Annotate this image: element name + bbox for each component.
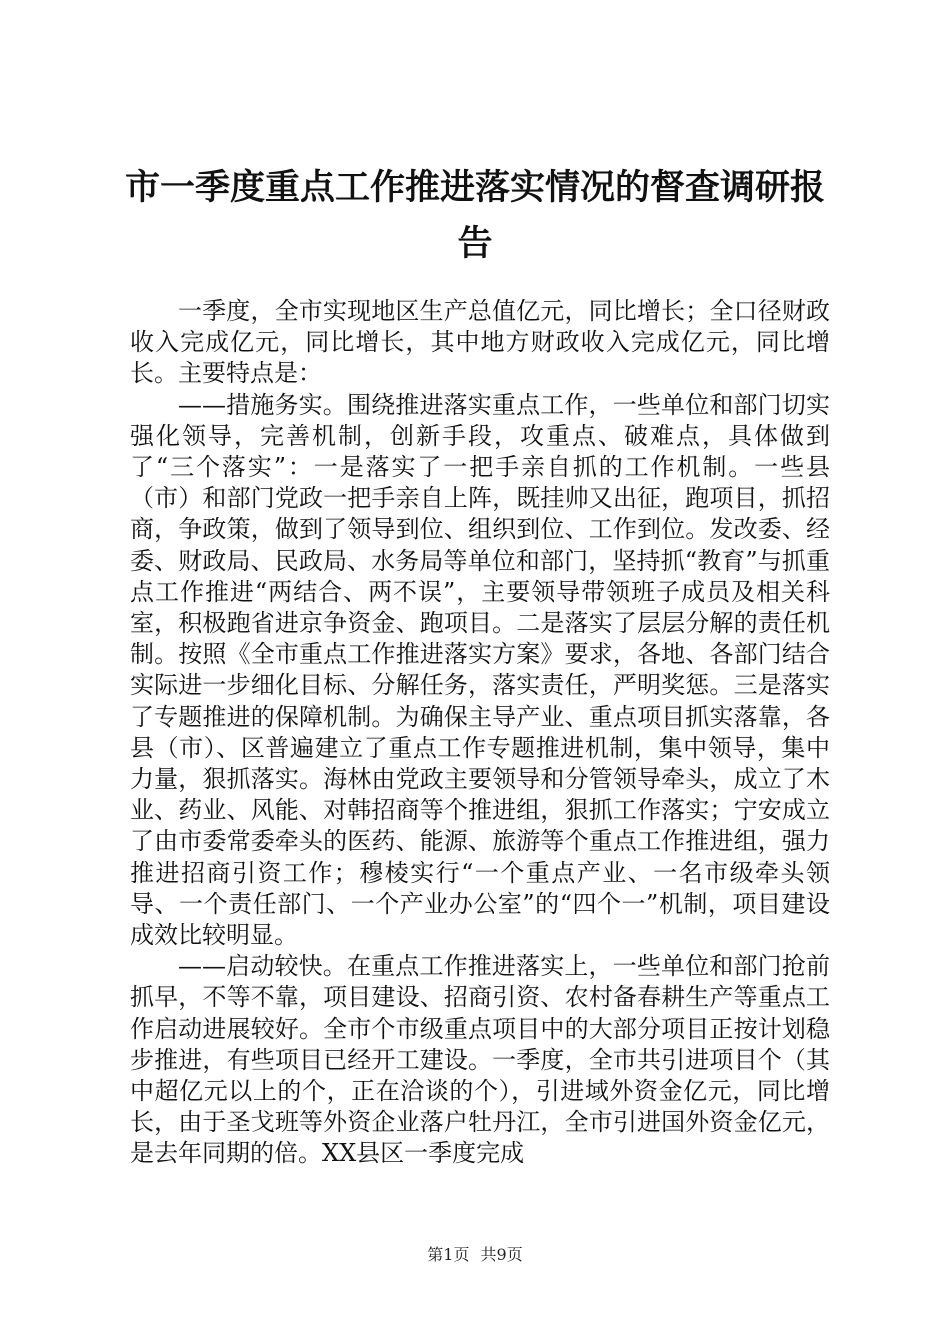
document-body (130, 296, 830, 1170)
page-title (120, 160, 830, 272)
page-footer (0, 1245, 950, 1265)
paragraph-summary: 一季度，全市实现地区生产总值亿元，同比增长；全口径财政收入完成亿元，同比增长，其中地方财政收入完成亿元，同比增长。主要特点是： (130, 297, 830, 388)
page-number: 第1页 (427, 1245, 470, 1264)
paragraph-measures: ——措施务实。围绕推进落实重点工作，一些单位和部门切实强化领导，完善机制，创新手段，攻重点、破难点，具体做到了“三个落实”：一是落实了一把手亲自抓的工作机制。一些县（市）和部门党政一把手亲自上阵，既挂帅又出征，跑项目，抓招商，争政策，做到了领导到位、组织到位、工作到位。发改委、经委、财政局、民政局、水务局等单位和部门，坚持抓“教育”与抓重点工作推进“两结合、两不误”，主要领导带领班子成员及相关科室，积极跑省进京争资金、跑项目。二是落实了层层分解的责任机制。按照《全市重点工作推进落实方案》要求，各地、各部门结合实际进一步细化目标、分解任务，落实责任，严明奖惩。三是落实了专题推进的保障机制。为确保主导产业、重点项目抓实落靠，各县（市）、区普遍建立了重点工作专题推进机制，集中领导，集中力量，狠抓落实。海林由党政主要领导和分管领导牵头，成立了木业、药业、风能、对韩招商等个推进组，狠抓工作落实；宁安成立了由市委常委牵头的医药、能源、旅游等个重点工作推进组，强力推进招商引资工作；穆棱实行“一个重点产业、一名市级牵头领导、一个责任部门、一个产业办公室”的“四个一”机制，项目建设成效比较明显。 (130, 390, 830, 950)
paragraph-quick-start: ——启动较快。在重点工作推进落实上，一些单位和部门抢前抓早，不等不靠，项目建设、招商引资、农村备春耕生产等重点工作启动进展较好。全市个市级重点项目中的大部分项目正按计划稳步推进，有些项目已经开工建设。一季度，全市共引进项目个（其中超亿元以上的个，正在洽谈的个），引进域外资金亿元，同比增长，由于圣戈班等外资企业落户牡丹江，全市引进国外资金亿元，是去年同期的倍。XX县区一季度完成 (130, 952, 830, 1168)
title-line-1: 市一季度重点工作推进落实情况的督查调研报 (124, 167, 825, 208)
page-total: 共9页 (480, 1245, 523, 1264)
title-line-2: 告 (457, 223, 493, 264)
